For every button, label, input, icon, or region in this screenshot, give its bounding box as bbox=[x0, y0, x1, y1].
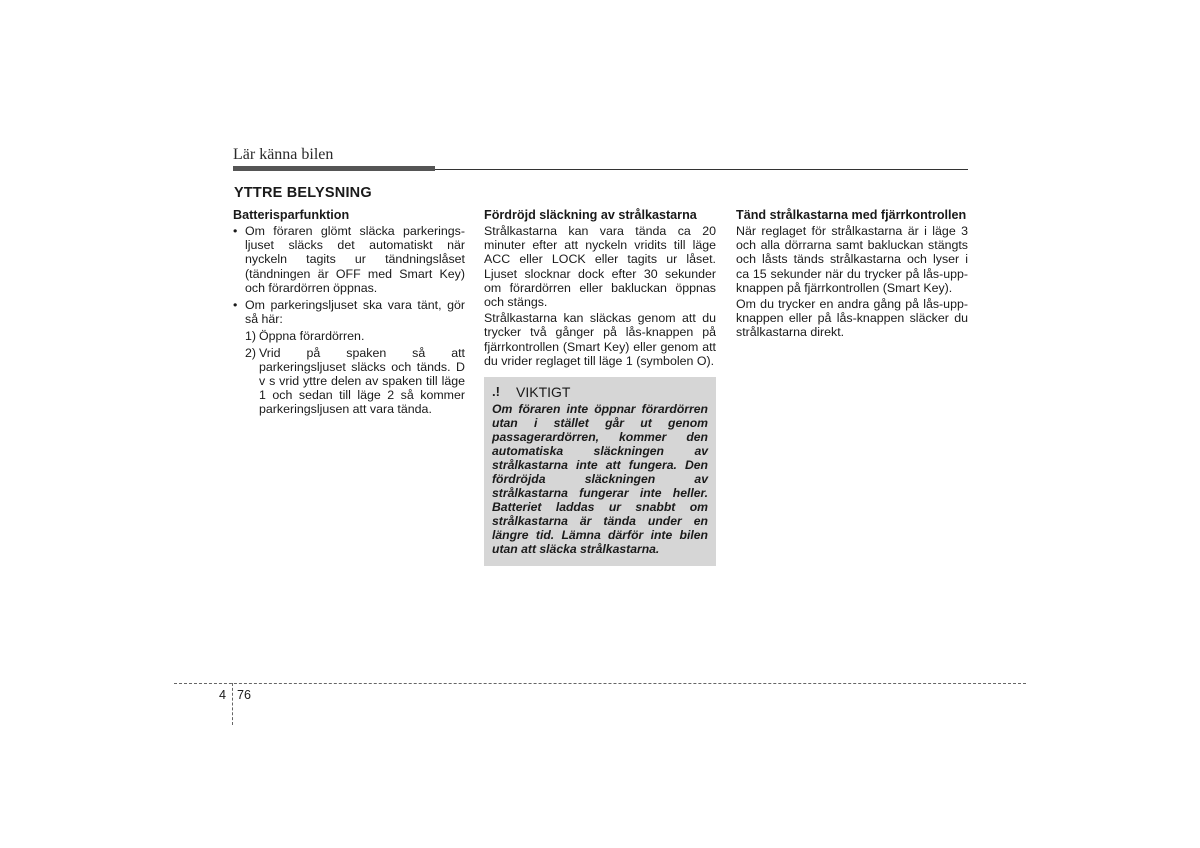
remote-lights-heading: Tänd strålkastarna med fjärrkontrollen bbox=[736, 208, 967, 222]
footer-divider bbox=[232, 683, 233, 725]
warning-text: Om föraren inte öppnar förardörren utan i stället går ut genom passagerardörren, kommer den automatiska släckningen av strålkastarna inte att fungera. Den fördröjda släckningen av strålkastarna fungerar inte heller. Batteriet laddas ur snabbt om strålkastarna är tända under en längre tid. Lämna därför inte bilen utan att släcka strålkastarna. bbox=[492, 402, 708, 557]
column-remote-lights bbox=[736, 208, 968, 342]
page-number: 76 bbox=[237, 688, 252, 702]
header-bar bbox=[233, 166, 435, 171]
delayed-off-heading: Fördröjd släckning av strålkastarna bbox=[484, 208, 697, 222]
page-chapter-number: 4 bbox=[219, 688, 227, 702]
paragraph: Strålkastarna kan släckas genom att du trycker två gånger på lås-knappen på fjärrkontrollen (Smart Key) eller genom att du vrider reglaget till läge 1 (symbolen O). bbox=[484, 311, 716, 368]
chapter-title: Lär känna bilen bbox=[233, 146, 334, 163]
paragraph: När reglaget för strålkastarna är i läge 3 och alla dörrarna samt bakluckan stängts och låsts tänds strålkastarna och lyser i ca 15 sekunder när du trycker på lås-upp-knappen på fjärrkontrollen (Smart Key). bbox=[736, 224, 968, 295]
section-title: YTTRE BELYSNING bbox=[234, 185, 372, 201]
warning-header bbox=[492, 385, 708, 399]
step-text: Öppna förardörren. bbox=[259, 329, 365, 344]
bullet-icon: • bbox=[233, 298, 238, 313]
column-battery-saver bbox=[233, 208, 465, 419]
warning-icon: .! bbox=[492, 384, 500, 400]
step-text: Vrid på spaken så att parkeringsljuset släcks och tänds. D v s vrid yttre delen av spaken till läge 1 och sedan till läge 2 så kommer parkeringsljusen att vara tända. bbox=[259, 345, 465, 417]
list-item bbox=[233, 298, 465, 326]
footer-rule bbox=[174, 683, 1026, 684]
bullet-icon: • bbox=[233, 224, 238, 238]
list-item bbox=[233, 346, 465, 417]
list-item bbox=[233, 224, 465, 295]
bullet-text: Om parkeringsljuset ska vara tänt, gör så här: bbox=[245, 298, 465, 327]
battery-saver-heading: Batterisparfunktion bbox=[233, 208, 350, 222]
warning-box bbox=[484, 377, 716, 566]
header-rule bbox=[435, 169, 968, 170]
bullet-text: Om föraren glömt släcka parkerings-ljuset släcks det automatiskt när nyckeln tagits ur tändningslåset (tändningen är OFF med Smart Key) och förardörren öppnas. bbox=[245, 224, 465, 295]
list-item bbox=[233, 329, 465, 343]
paragraph: Strålkastarna kan vara tända ca 20 minuter efter att nyckeln vridits till läge ACC eller LOCK eller tagits ur låset. Ljuset slocknar dock efter 30 sekunder om förardörren eller bakluckan öppnas och stängs. bbox=[484, 224, 716, 310]
step-number: 1) bbox=[245, 329, 257, 344]
warning-title: VIKTIGT bbox=[516, 384, 571, 401]
column-delayed-off bbox=[484, 208, 716, 566]
step-number: 2) bbox=[245, 345, 257, 360]
paragraph: Om du trycker en andra gång på lås-upp-knappen eller på lås-knappen släcker du strålkastarna direkt. bbox=[736, 297, 968, 340]
